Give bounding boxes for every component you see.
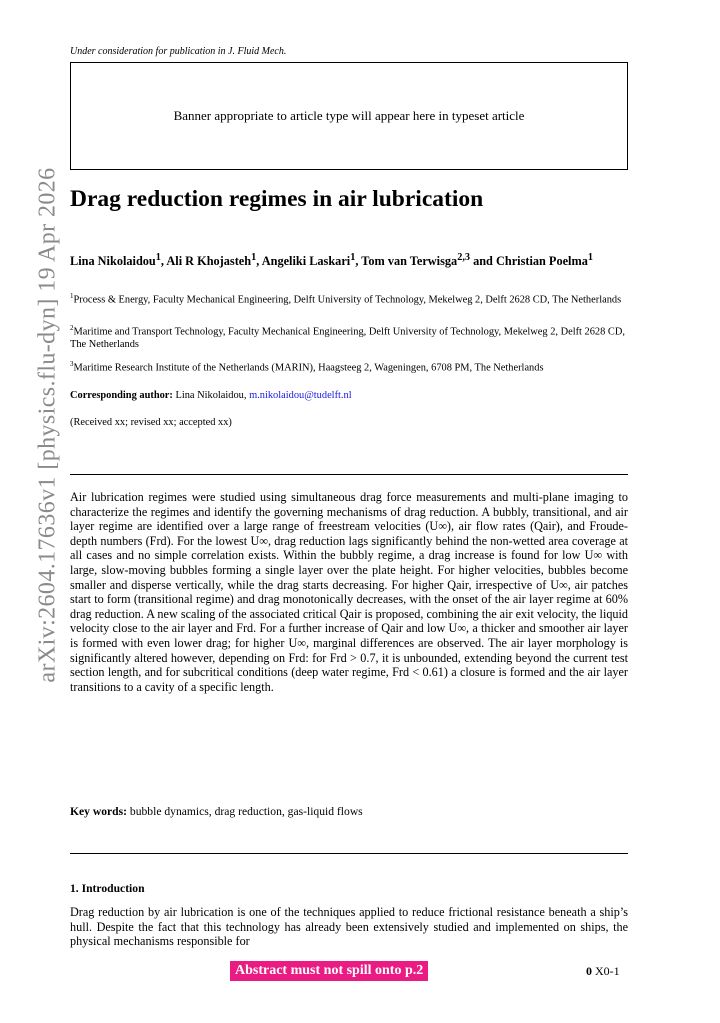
article-banner-box — [70, 62, 628, 170]
author-name: Ali R Khojasteh — [166, 254, 252, 269]
affiliation-1 — [70, 290, 626, 307]
affiliation-text: Maritime Research Institute of the Netherlands (MARIN), Haagsteeg 2, Wageningen, 6708 PM, The Netherlands — [73, 362, 544, 374]
author-affil-sup: 2,3 — [457, 252, 470, 263]
author-list — [70, 250, 626, 269]
author-separator: , — [160, 254, 167, 269]
author-affil-sup: 1 — [251, 252, 257, 263]
corresponding-label: Corresponding author: — [70, 390, 173, 401]
author-affil-sup: 1 — [155, 252, 161, 263]
author-separator: , — [355, 254, 362, 269]
author-name: Christian Poelma — [495, 254, 588, 269]
section-heading: 1. Introduction — [70, 882, 145, 895]
abstract-bottom-rule — [70, 853, 628, 854]
keywords-line — [70, 805, 363, 818]
affiliation-text: Maritime and Transport Technology, Faculty Mechanical Engineering, Delft University of Technology, Mekelweg 2, Delft 2628 CD, The Netherlands — [70, 326, 625, 350]
author-separator: and — [470, 254, 496, 269]
affiliation-sup: 1 — [70, 292, 74, 300]
email-link[interactable]: m.nikolaidou@tudelft.nl — [249, 390, 352, 401]
overflow-warning-badge: Abstract must not spill onto p.2 — [230, 961, 428, 981]
author-separator: , — [256, 254, 262, 269]
arxiv-identifier[interactable]: arXiv:2604.17636v1 [physics.flu-dyn] 19 Apr 2026 — [34, 167, 61, 683]
affiliation-sup: 2 — [70, 324, 74, 332]
banner-text: Banner appropriate to article type will appear here in typeset article — [173, 108, 525, 123]
journal-note: Under consideration for publication in J. Fluid Mech. — [70, 46, 287, 57]
affiliation-text: Process & Energy, Faculty Mechanical Engineering, Delft University of Technology, Mekelweg 2, Delft 2628 CD, The Netherlands — [73, 294, 622, 306]
received-dates: (Received xx; revised xx; accepted xx) — [70, 417, 232, 428]
abstract — [70, 490, 628, 694]
author-affil-sup: 1 — [587, 252, 593, 263]
author-name: Angeliki Laskari — [261, 254, 351, 269]
page-number-bold: 0 — [586, 964, 592, 978]
author-name: Lina Nikolaidou — [70, 254, 156, 269]
page-number-rest: X0-1 — [595, 964, 620, 978]
author-name: Tom van Terwisga — [361, 254, 458, 269]
affiliation-3 — [70, 358, 626, 375]
corresponding-name: Lina Nikolaidou, — [175, 390, 247, 401]
corresponding-author — [70, 390, 352, 401]
affiliation-sup: 3 — [70, 360, 74, 368]
keywords-label: Key words: — [70, 805, 127, 818]
author-affil-sup: 1 — [350, 252, 356, 263]
keywords-text: bubble dynamics, drag reduction, gas-liquid flows — [129, 805, 363, 818]
page-number — [586, 964, 620, 979]
abstract-text: Air lubrication regimes were studied using simultaneous drag force measurements and multi-plane imaging to characterize the regimes and identify the governing mechanisms of drag reduction. A bubbly, transitional, and air layer regime are identified over a large range of freestream velocities (U∞), air flow rates (Qair), and Froude-depth numbers (Frd). For the lowest U∞, drag reduction lags significantly behind the non-wetted area coverage at all cases and no simple correlation exists. Within the bubbly regime, a drag increase is found for low U∞ with large, slow-moving bubbles forming a single layer over the plate height. For higher velocities, bubbles become smaller and disperse vertically, while the drag starts decreasing. For higher Qair, irrespective of U∞, air patches start to form (transitional regime) and drag monotonically decreases, with the onset of the air layer regime at 60% drag reduction. A new scaling of the associated critical Qair is proposed, combining the air exit velocity, the liquid velocity close to the air layer and Frd. For a further increase of Qair and low U∞, a thicker and smoother air layer is formed with even lower drag; for higher U∞, marginal differences are observed. The air layer morphology is significantly altered however, depending on Frd: for Frd > 0.7, it is unbounded, extending beyond the current test section length, and for subcritical conditions (deep water regime, Frd < 0.61) a closure is formed and the air layer transitions to a cavity of a specific length. — [70, 490, 628, 694]
affiliation-2 — [70, 322, 626, 351]
abstract-top-rule — [70, 474, 628, 475]
paper-title: Drag reduction regimes in air lubrication — [70, 186, 484, 212]
intro-paragraph: Drag reduction by air lubrication is one of the techniques applied to reduce frictional resistance beneath a ship’s hull. Despite the fact that this technology has already been extensively studied and implemented on ships, the physical mechanisms responsible for — [70, 905, 628, 949]
